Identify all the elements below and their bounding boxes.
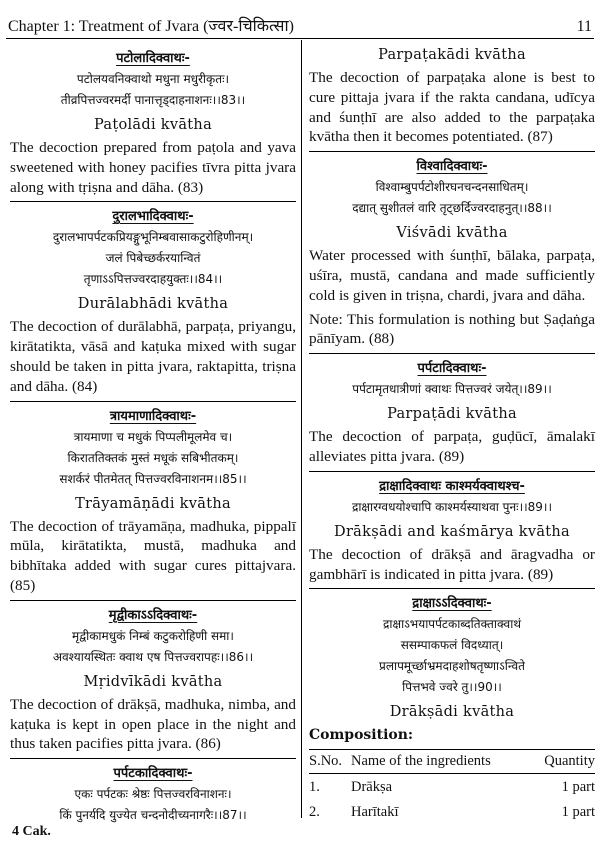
verse-line: पर्पटामृतधात्रीणां क्वाथः पित्तज्वरं जयेत्।।89।। bbox=[352, 382, 552, 397]
table-row bbox=[309, 799, 595, 824]
cell-qty: 1 part bbox=[561, 804, 595, 821]
right-column bbox=[309, 44, 595, 824]
mridvikadi-heading: मृद्वीकाऽऽदिक्वाथः- bbox=[108, 607, 198, 623]
section-title: Mṛidvīkādi kvātha bbox=[83, 673, 223, 690]
verse-line: जलं पिबेच्छर्करयान्वितं bbox=[105, 251, 201, 266]
column-divider bbox=[301, 40, 302, 818]
header-sno: S.No. bbox=[309, 750, 351, 774]
vishvadi-heading: विश्वादिक्वाथः- bbox=[416, 159, 488, 175]
verse-line: सशर्करं पीतमेतत् पित्तज्वरविनाशनम।।85।। bbox=[59, 471, 247, 486]
footer-signature: 4 Cak. bbox=[12, 824, 51, 839]
cell-sno: 1. bbox=[309, 779, 320, 796]
section-text: The decoction of parpaṭa, guḍūcī, āmalakī alleviates pitta jvara. (89) bbox=[309, 428, 595, 465]
section-divider bbox=[10, 401, 296, 402]
header-name: Name of the ingredients bbox=[351, 750, 530, 774]
section-title: Viśvādi kvātha bbox=[396, 225, 508, 242]
section-text: The decoction of trāyamāṇa, madhuka, pippalī mūla, kirātatikta, mustā, madhuka and bibhītaka added with sugar cures pittajvara. (85) bbox=[10, 517, 296, 594]
chapter-title: Chapter 1: Treatment of Jvara (ज्वर-चिकित्सा) bbox=[8, 18, 294, 35]
trayamanadi-heading: त्रायमाणादिक्वाथः- bbox=[109, 408, 197, 424]
section-divider bbox=[309, 353, 595, 354]
composition-label: Composition: bbox=[309, 727, 414, 744]
section-divider bbox=[10, 600, 296, 601]
table-header-row bbox=[309, 750, 595, 774]
duralabhadi-heading: दुरालभादिक्वाथः- bbox=[112, 209, 194, 225]
section-divider bbox=[309, 151, 595, 152]
verse-line: तृणाऽऽपित्तज्वरदाहयुक्तः।।84।। bbox=[83, 272, 223, 287]
verse-line: प्रलापमूर्च्छाभ्रमदाहशोषतृष्णाऽन्विते bbox=[379, 659, 525, 674]
verse-line: विश्वाम्बुपर्पटोशीरघनचन्दनसाधितम्। bbox=[375, 180, 529, 195]
section-title: Trāyamāṇādi kvātha bbox=[75, 495, 231, 512]
verse-line: मृद्वीकामधुकं निम्बं कटुकरोहिणी समा। bbox=[72, 628, 234, 643]
verse-line: दद्यात् सुशीतलं वारि तृट्छर्दिज्वरदाहनुत्।।88।। bbox=[352, 201, 552, 216]
parpatadi-heading: पर्पटादिक्वाथः- bbox=[417, 361, 487, 377]
cell-name: Harītakī bbox=[351, 804, 399, 821]
verse-line: पित्तभवे ज्वरे तु।।90।। bbox=[402, 680, 502, 695]
verse-line: ससम्पाकफलं विदध्यात्। bbox=[400, 638, 504, 653]
section-note: Note: This formulation is nothing but Ṣaḍaṅga pānīyam. (88) bbox=[309, 310, 595, 348]
verse-line: त्रायमाणा च मधुकं पिप्पलीमूलमेव च। bbox=[73, 429, 233, 444]
section-divider bbox=[10, 758, 296, 759]
parpatakadi-heading: पर्पटकादिक्वाथः- bbox=[113, 766, 193, 782]
verse-line: किं पुनर्यदि युज्येत चन्दनोदीच्यनागरैः।।87।। bbox=[59, 808, 247, 823]
verse-line: अवश्यायस्थितः क्वाथ एष पित्तज्वरापहः।।86।। bbox=[52, 649, 254, 664]
page-header bbox=[8, 10, 592, 36]
cell-sno: 2. bbox=[309, 804, 320, 821]
section-title: Parpaṭakādi kvātha bbox=[378, 47, 526, 63]
section-text: Water processed with śunṭhī, bālaka, parpaṭa, uśīra, mustā, candana and made sufficiently cold is given in triṣna, chardi, jvara and dāha. bbox=[309, 247, 595, 304]
ingredients-table bbox=[309, 749, 595, 824]
section-text: The decoction prepared from paṭola and yava sweetened with honey pacifies tīvra pitta jvara along with tṛiṣna and dāha. (83) bbox=[10, 139, 296, 196]
cell-qty: 1 part bbox=[561, 779, 595, 796]
patoladi-heading: पटोलादिक्वाथः- bbox=[116, 51, 190, 66]
verse-line: द्राक्षारग्वधयोश्चापि काश्मर्यस्याथवा पुनः।।89।। bbox=[351, 499, 553, 514]
page-number: 11 bbox=[576, 18, 592, 35]
section-title: Paṭolādi kvātha bbox=[93, 117, 213, 133]
header-qty: Quantity bbox=[530, 750, 595, 774]
section-title: Drākṣādi and kaśmārya kvātha bbox=[334, 523, 570, 540]
drakshadi-heading: द्राक्षाऽऽदिक्वाथः- bbox=[412, 596, 492, 612]
section-title: Parpaṭādi kvātha bbox=[387, 406, 517, 423]
section-divider bbox=[309, 471, 595, 472]
drakshadi-kashmarya-heading: द्राक्षादिक्वाथः काश्मर्यक्वाथश्च- bbox=[379, 478, 525, 494]
header-rule bbox=[6, 38, 594, 39]
section-text: The decoction of drākṣā, madhuka, nimba, and kaṭuka is kept in open place in the night and thus taken pacifies pitta jvara. (86) bbox=[10, 695, 296, 753]
table-row bbox=[309, 774, 595, 800]
section-divider bbox=[10, 201, 296, 202]
section-title: Durālabhādi kvātha bbox=[77, 296, 229, 313]
verse-line: पटोलयवनिक्वाथो मधुना मधुरीकृतः। bbox=[76, 72, 230, 86]
cell-name: Drākṣa bbox=[351, 779, 393, 796]
section-text: The decoction of parpaṭaka alone is best to cure pittaja jvara if the rakta candana, udīcya and śunṭhī are also added to the parpaṭaka kvātha then it becomes potentiated. (87) bbox=[309, 69, 595, 146]
section-text: The decoction of durālabhā, parpaṭa, priyangu, kirātatikta, vāsā and kaṭuka mixed with sugar should be taken in pitta jvara, raktapitta, triṣna and dāha. (84) bbox=[10, 318, 296, 395]
verse-line: किराततिक्तकं मुस्तं मधूकं सबिभीतकम्। bbox=[67, 450, 239, 465]
section-text: The decoction of drākṣā and āragvadha or gambhārī is indicated in pitta jvara. (89) bbox=[309, 545, 595, 583]
verse-line: एकः पर्पटकः श्रेष्ठः पित्तज्वरविनाशनः। bbox=[74, 787, 232, 802]
verse-line: दुरालभापर्पटकप्रियङ्गुभूनिम्बवासाकटुरोहिणीनम्। bbox=[52, 230, 254, 245]
verse-line: द्राक्षाऽभयापर्पटकाब्दतिक्ताक्वाथं bbox=[383, 617, 521, 632]
verse-line: तीव्रपित्तज्वरमर्दी पानात्तृड्दाहनाशनः।।83।। bbox=[60, 93, 246, 107]
section-title: Drākṣādi kvātha bbox=[389, 704, 515, 721]
left-column bbox=[10, 44, 296, 826]
section-divider bbox=[309, 588, 595, 589]
